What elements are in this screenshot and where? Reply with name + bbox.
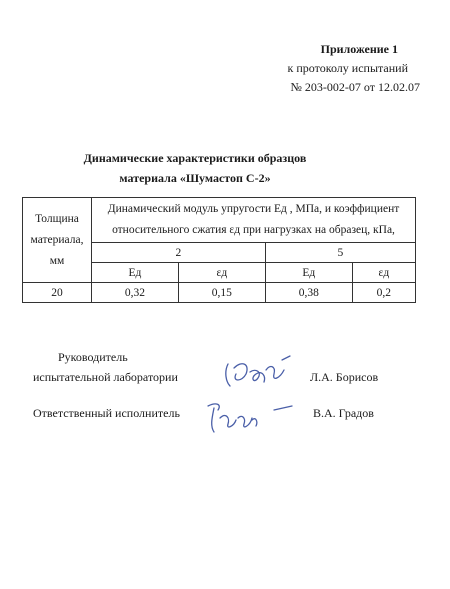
thickness-header-line3: мм [49,254,65,267]
cell-value: 0,15 [178,283,265,303]
head-role-line1: Руководитель [58,350,128,364]
modulus-header-line1: Динамический модуль упругости Eд , МПа, и коэффициент [107,203,400,215]
subheader-strain: εд [352,263,415,283]
load-header-5: 5 [265,243,415,263]
document-title-line2: материала «Шумастоп С-2» [119,171,271,185]
load-header-2: 2 [92,243,266,263]
cell-value: 0,38 [265,283,352,303]
table-row [23,283,416,303]
executor-role: Ответственный исполнитель [33,406,180,420]
executor-name: В.А. Градов [313,406,374,420]
subheader-modulus: Eд [265,263,352,283]
modulus-header-line2: относительного сжатия εд при нагрузках на образец, кПа, [112,224,395,236]
cell-value: 0,32 [92,283,179,303]
protocol-reference: к протоколу испытаний [287,61,408,75]
thickness-header-line2: материала, [30,233,84,246]
modulus-header [92,198,416,243]
document-title-line1: Динамические характеристики образцов [83,151,307,165]
subheader-strain: εд [178,263,265,283]
cell-thickness: 20 [23,283,92,303]
appendix-title: Приложение 1 [320,42,398,56]
results-table [22,197,416,303]
head-name: Л.А. Борисов [310,370,379,384]
thickness-header [23,198,92,283]
protocol-number-date: № 203-002-07 от 12.02.07 [290,80,420,94]
subheader-modulus: Eд [92,263,179,283]
head-signature [220,352,305,392]
executor-signature [200,396,300,438]
thickness-header-line1: Толщина [35,212,79,225]
head-role-line2: испытательной лаборатории [33,370,178,384]
cell-value: 0,2 [352,283,415,303]
